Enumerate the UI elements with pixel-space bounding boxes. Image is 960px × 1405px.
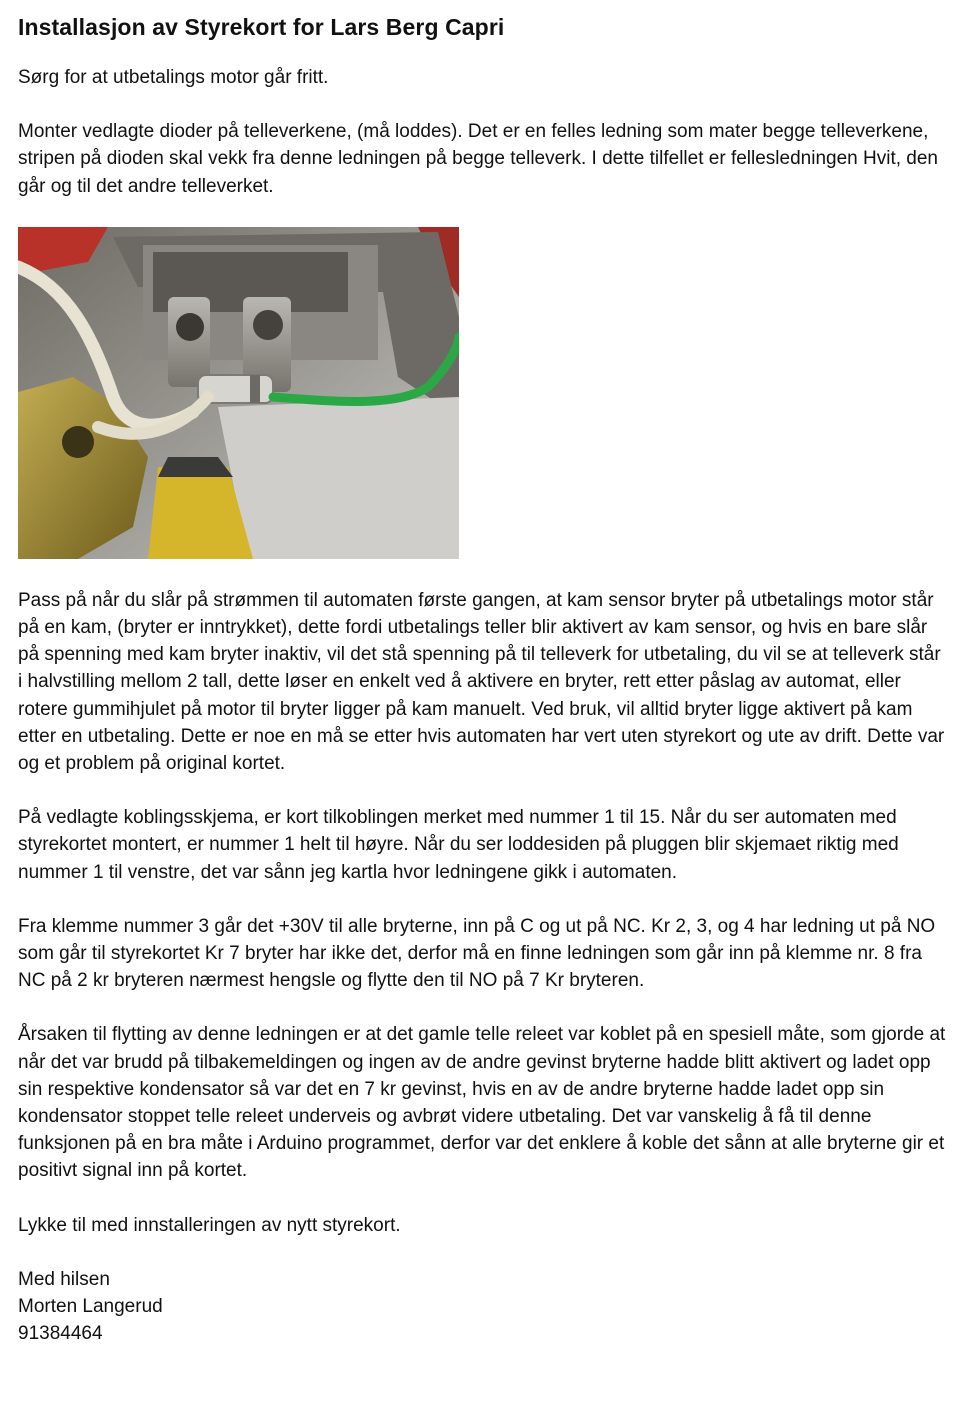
signature-phone: 91384464 — [18, 1323, 103, 1345]
terminal-left — [168, 297, 210, 387]
signature-greeting: Med hilsen — [18, 1268, 110, 1290]
paragraph-good-luck: Lykke til med innstalleringen av nytt styrekort. — [18, 1214, 401, 1236]
paragraph-power-on: Pass på når du slår på strømmen til automaten første gangen, at kam sensor bryter på utbetalings motor står på en kam, (bryter er inntrykket), dette fordi utbetalings teller blir aktivert av kam sensor, og hvis en bare slår på spenning med kam bryter inaktiv, vil det stå spenning på til telleverk for utbetaling, du vil se at telleverk står i halvstilling mellom 2 tall, dette løser en enkelt ved å aktivere en bryter, rett etter påslag av automat, eller rotere gummihjulet på motor til bryter ligger på kam manuelt. Ved bruk, vil alltid bryter ligge aktivert på kam etter en utbetaling. Dette er noe en må se etter hvis automaten har vert uten styrekort og ute av drift. Dette var og et problem på original kortet. — [18, 589, 945, 775]
paragraph-reason: Årsaken til flytting av denne ledningen er at det gamle telle releet var koblet på en spesiell måte, som gjorde at når det var brudd på tilbakemeldingen og ingen av de andre gevinst bryterne hadde blitt aktivert og ladet opp sin respektive kondensator så var det en 7 kr gevinst, hvis en av de andre bryterne hadde ladet opp sin kondensator stoppet telle releet underveis og avbrøt videre utbetaling. Det var vanskelig å få til denne funksjonen på en bra måte i Arduino programmet, derfor var det enklere å koble det sånn at alle bryterne gir et positivt signal inn på kortet. — [18, 1024, 946, 1182]
document-page — [18, 12, 948, 1347]
paragraph-schematic: På vedlagte koblingsskjema, er kort tilkoblingen merket med nummer 1 til 15. Når du ser automaten med styrekortet montert, er nummer 1 helt til høyre. Når du ser loddesiden på pluggen blir skjemaet riktig med nummer 1 til venstre, det var sånn jeg kartla hvor ledningene gikk i automaten. — [18, 807, 899, 883]
diode-stripe — [250, 375, 260, 403]
paragraph-terminal-3: Fra klemme nummer 3 går det +30V til alle bryterne, inn på C og ut på NC. Kr 2, 3, og 4 har ledning ut på NO som går til styrekortet Kr 7 bryter har ikke det, derfor må en finne ledningen som går inn på klemme nr. 8 fra NC på 2 kr bryteren nærmest hengsle og flytte den til NO på 7 Kr bryteren. — [18, 915, 936, 992]
document-title: Installasjon av Styrekort for Lars Berg Capri — [18, 14, 505, 40]
signature-name: Morten Langerud — [18, 1296, 163, 1318]
paragraph-diodes: Monter vedlagte dioder på telleverkene, (må loddes). Det er en felles ledning som mater begge telleverkene, stripen på dioden skal vekk fra denne ledningen på begge telleverk. I dette tilfellet er fellesledningen Hvit, den går og til det andre telleverket. — [18, 121, 938, 197]
metal-plate — [218, 397, 459, 559]
paragraph-motor: Sørg for at utbetalings motor går fritt. — [18, 67, 329, 88]
diode-photo — [18, 227, 459, 559]
signature-block — [18, 1266, 948, 1348]
